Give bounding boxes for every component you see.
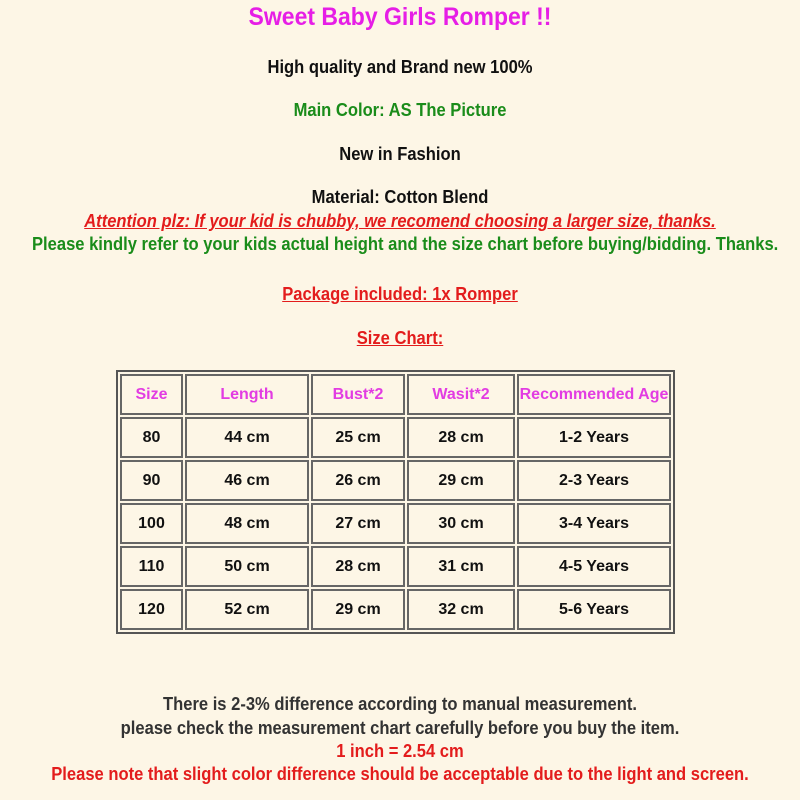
cell-waist: 31 cm bbox=[407, 546, 515, 587]
cell-length: 52 cm bbox=[185, 589, 309, 630]
cell-bust: 29 cm bbox=[311, 589, 405, 630]
cell-length: 44 cm bbox=[185, 417, 309, 458]
size-chart-title: Size Chart: bbox=[356, 328, 444, 348]
cell-size: 120 bbox=[120, 589, 183, 630]
fashion-text: New in Fashion bbox=[339, 144, 461, 164]
cell-age: 1-2 Years bbox=[517, 417, 671, 458]
cell-age: 4-5 Years bbox=[517, 546, 671, 587]
table-row bbox=[120, 460, 671, 501]
quality-text: High quality and Brand new 100% bbox=[267, 57, 533, 77]
cell-waist: 28 cm bbox=[407, 417, 515, 458]
cell-waist: 30 cm bbox=[407, 503, 515, 544]
cell-length: 46 cm bbox=[185, 460, 309, 501]
check-chart-note: please check the measurement chart carefully before you buy the item. bbox=[120, 718, 680, 738]
size-chart-table bbox=[116, 370, 675, 634]
table-row bbox=[120, 503, 671, 544]
table-row bbox=[120, 589, 671, 630]
cell-length: 50 cm bbox=[185, 546, 309, 587]
cell-waist: 29 cm bbox=[407, 460, 515, 501]
cell-size: 100 bbox=[120, 503, 183, 544]
cell-age: 5-6 Years bbox=[517, 589, 671, 630]
package-text: Package included: 1x Romper bbox=[282, 284, 518, 304]
header-bust: Bust*2 bbox=[311, 374, 405, 415]
cell-age: 2-3 Years bbox=[517, 460, 671, 501]
cell-age: 3-4 Years bbox=[517, 503, 671, 544]
product-title: Sweet Baby Girls Romper !! bbox=[248, 3, 552, 31]
cell-size: 80 bbox=[120, 417, 183, 458]
attention-text: Attention plz: If your kid is chubby, we recomend choosing a larger size, thanks. bbox=[84, 211, 716, 231]
refer-text: Please kindly refer to your kids actual height and the size chart before buying/bidding. Thanks. bbox=[32, 234, 779, 254]
color-difference-note: Please note that slight color difference should be acceptable due to the light and screen. bbox=[51, 764, 749, 784]
cell-bust: 27 cm bbox=[311, 503, 405, 544]
cell-bust: 28 cm bbox=[311, 546, 405, 587]
cell-size: 110 bbox=[120, 546, 183, 587]
header-waist: Wasit*2 bbox=[407, 374, 515, 415]
cell-length: 48 cm bbox=[185, 503, 309, 544]
inch-conversion-note: 1 inch = 2.54 cm bbox=[336, 741, 464, 761]
main-color-text: Main Color: AS The Picture bbox=[293, 100, 507, 120]
material-text: Material: Cotton Blend bbox=[311, 187, 489, 207]
header-length: Length bbox=[185, 374, 309, 415]
cell-bust: 25 cm bbox=[311, 417, 405, 458]
cell-waist: 32 cm bbox=[407, 589, 515, 630]
table-row bbox=[120, 546, 671, 587]
table-row bbox=[120, 417, 671, 458]
cell-size: 90 bbox=[120, 460, 183, 501]
table-header-row bbox=[120, 374, 671, 415]
cell-bust: 26 cm bbox=[311, 460, 405, 501]
measurement-difference-note: There is 2-3% difference according to manual measurement. bbox=[163, 694, 637, 714]
header-recommended-age: Recommended Age bbox=[517, 374, 671, 415]
header-size: Size bbox=[120, 374, 183, 415]
